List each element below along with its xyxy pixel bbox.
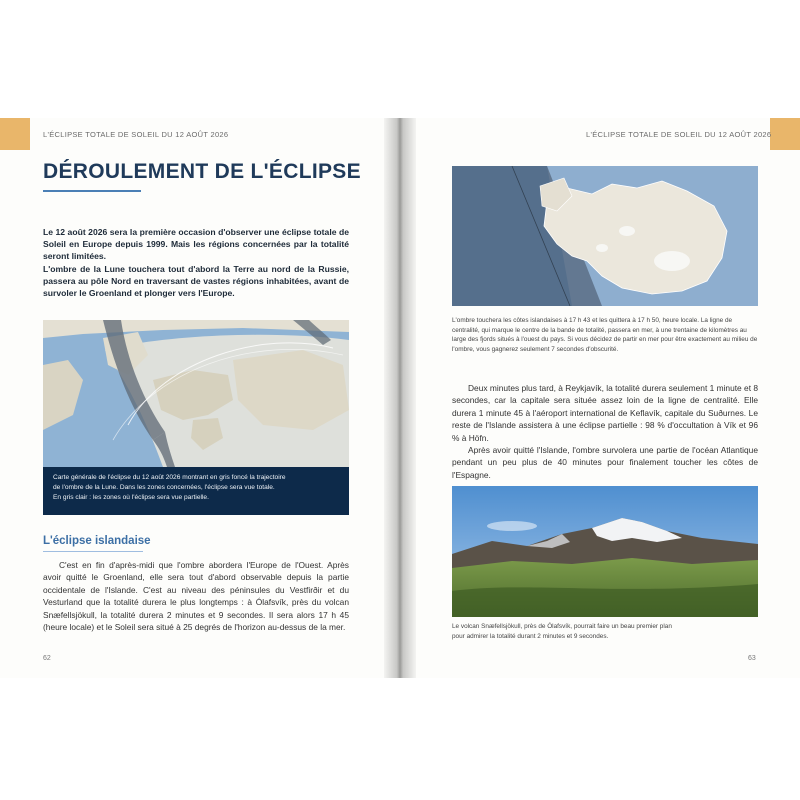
iceland-eclipse-map <box>452 166 758 306</box>
section-title: L'éclipse islandaise <box>43 535 151 547</box>
photo-caption <box>452 622 758 641</box>
intro-text <box>43 226 349 299</box>
right-chapter-tab <box>770 118 800 150</box>
photo-caption-line-1: Le volcan Snæfellsjökull, près de Ólafsvík, pourrait faire un beau premier plan <box>452 623 672 630</box>
volcano-photo <box>452 486 758 617</box>
iceland-map-caption: L'ombre touchera les côtes islandaises à 17 h 43 et les quittera à 17 h 50, heure locale. La ligne de centralité, qui marque le centre de la bande de totalité, passera en mer, à une trentaine de kilomètres au large des fjords situés à l'ouest du pays. Si vous décidez de partir en mer pour être exactement au milieu de l'ombre, vous gagnerez seulement 7 secondes d'obscurité. <box>452 317 758 353</box>
map-caption-box <box>43 467 349 515</box>
map-caption-line-2: de l'ombre de la Lune. Dans les zones concernées, l'éclipse sera vue totale. <box>53 484 275 491</box>
photo-caption-line-2: pour admirer la totalité durant 2 minutes et 9 secondes. <box>452 632 609 640</box>
title-underline <box>43 190 141 192</box>
intro-paragraph-2: L'ombre de la Lune touchera tout d'abord la Terre au nord de la Russie, passera au pôle Nord en traversant de vastes régions inhabitées, avant de survoler le Groenland et plonger vers l'Europe. <box>43 263 349 299</box>
page-title: DÉROULEMENT DE L'ÉCLIPSE <box>43 160 361 183</box>
world-eclipse-map <box>43 320 349 467</box>
book-gutter <box>384 118 416 678</box>
map-caption-line-3: En gris clair : les zones où l'éclipse sera vue partielle. <box>53 494 209 501</box>
section-body-text: C'est en fin d'après-midi que l'ombre abordera l'Europe de l'Ouest. Après avoir quitté le Groenland, elle sera tout d'abord observable depuis la partie occidentale de l'Islande. C'est au niveau des péninsules du Vestfirðir et du Vesturland que la totalité durera le plus longtemps : à Ólafsvík, près du volcan Snæfellsjökull, la totalité durera 2 minutes et 9 secondes. Il sera alors 17 h 45 (heure locale) et le Soleil sera situé à 25 degrés de l'horizon au-dessus de la mer. <box>43 560 349 633</box>
right-page-number: 63 <box>748 655 756 662</box>
left-running-head: L'ÉCLIPSE TOTALE DE SOLEIL DU 12 AOÛT 2026 <box>43 130 229 139</box>
right-running-head: L'ÉCLIPSE TOTALE DE SOLEIL DU 12 AOÛT 2026 <box>586 130 772 139</box>
left-chapter-tab <box>0 118 30 150</box>
intro-paragraph-1: Le 12 août 2026 sera la première occasion d'observer une éclipse totale de Soleil en Europe depuis 1999. Mais les régions concernées par la totalité seront limitées. <box>43 227 349 262</box>
section-underline <box>43 551 143 552</box>
map-caption-line-1: Carte générale de l'éclipse du 12 août 2026 montrant en gris foncé la trajectoire <box>53 474 286 481</box>
left-page-number: 62 <box>43 655 51 662</box>
right-paragraph-1: Deux minutes plus tard, à Reykjavík, la totalité durera seulement 1 minute et 8 secondes, car la capitale sera située assez loin de la ligne de centralité. Elle durera 1 minute 45 à l'aéroport international de Keflavík, capitale du Suðurnes. Le reste de l'Islande assistera à une éclipse partielle : 98 % d'occultation à Vík et 96 % à Höfn. <box>452 383 759 443</box>
right-paragraph-2: Après avoir quitté l'Islande, l'ombre survolera une partie de l'océan Atlantique pendant un peu plus de 40 minutes pour finalement toucher les côtes de l'Espagne. <box>452 445 758 480</box>
